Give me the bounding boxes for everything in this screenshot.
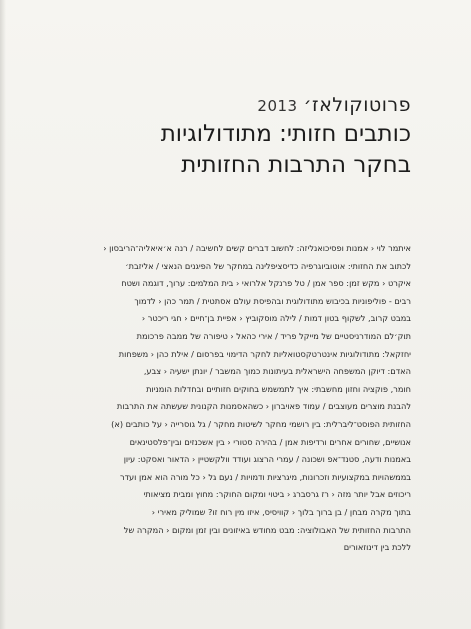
toc-line: תוק׳לם המודרניסטיים של מייקל פריד / אירי כהאל ‹ טיפורה של ממבה פרכומת bbox=[136, 330, 411, 341]
title-block bbox=[81, 92, 411, 181]
toc-line: לכתוב את החזותי: אוטוביוגרפיה כדיסציפלינה במחקר של הפיגנים הנאצי / אליזבת׳ bbox=[125, 260, 411, 271]
scan-shadow-edge bbox=[0, 0, 6, 629]
toc-line: באמנות ודעה, סטנד־אפ ושכונה / עמרי הרצוג ועודד וולקשטיין ‹ הדאור ואסקט: עיון bbox=[123, 454, 411, 465]
toc-line: התרבות החזותית של האבולוציה: מבט מחודש באיזונים ובין זמן ומקום ‹ המקרה של bbox=[123, 524, 411, 535]
toc-line: ריכוזים אבל יותר מזה ‹ רז גרסברג ‹ ביטוי ומקום החוקר: מחוץ ומבית מציאותי bbox=[143, 489, 411, 500]
main-title-line-1: כותבים חזותי: מתודולוגיות bbox=[160, 121, 411, 147]
toc-line: יחזקאל: מתודולוגיות אינטרטקסטואליות לחקר הדימוי בפרסום / אילת כהן ‹ משפחות bbox=[118, 348, 411, 359]
table-of-contents bbox=[41, 240, 411, 557]
series-name: פרוטוקולאז׳ bbox=[303, 94, 411, 116]
toc-line: החזותית הפוסט־ליברלית: בין רושמי מחקר לשיטות מחקר / גל גוסרייה ‹ על כותבים (א) bbox=[111, 418, 411, 429]
series-year: 2013 bbox=[257, 97, 298, 115]
toc-line: חומר, פוקציה וחזון מחשבתי: איך לתמשמש בחוקים חזותיים ובחדלות הומניות bbox=[146, 383, 411, 394]
toc-line: האדם: דיוקן המשפחה הישראלית בעיתונות כמוך המשבר / יונתן ישעיה ‹ צבע, bbox=[143, 366, 411, 377]
toc-line: בתוך מקרה מבחן / בן ברוך בלוך ‹ קוויסיס, איזו מין רוח זו? שמוליק מאירי ‹ bbox=[151, 506, 411, 517]
toc-line: איתמר לוי ‹ אמנות ופסיכואנליזה: לחשוב דברים קשים לחשיבה / רנה א׳איאליה־הריבסון ‹ bbox=[103, 243, 411, 253]
toc-line: ללכת בין דינוזאורים bbox=[343, 542, 411, 553]
toc-line: להבנת מוצרים מעוצבים / עמוד פאויברון ‹ כשהאסמנות הקנונית שעשתה את התרבות bbox=[116, 401, 411, 412]
toc-line: אנושיים, שחורים אחרים ורדיפות אמן / בהירה סטורי ‹ בין אשכנזים ובין־פלסטינאים bbox=[129, 436, 411, 447]
series-title-line bbox=[81, 92, 411, 119]
toc-line: בממשהויות במקצועיות וזכרונות, מיגרציות ודמויות / נעם גל ‹ כל מורה הוא אמן ועדר bbox=[119, 471, 411, 482]
toc-line: איקרט ‹ מקש זמן: ספר אמן / טל פרנקל אלרואי ‹ בית המלמים: ערוך, דוגמה ושטח bbox=[121, 278, 411, 289]
toc-line: רבים - פוליפוניות בכיבוש מתודולוגית ובהפיסת עולם אסתטית / תמר כהן ‹ לדמוך bbox=[134, 295, 411, 306]
main-title-line-2: בחקר התרבות החזותית bbox=[181, 152, 411, 178]
toc-line: במבט קרוב, לשקוף בטון דמות / לילה מוסקוביץ ‹ אפיית בן־חיים ‹ חגי ריכטר ‹ bbox=[141, 313, 411, 324]
